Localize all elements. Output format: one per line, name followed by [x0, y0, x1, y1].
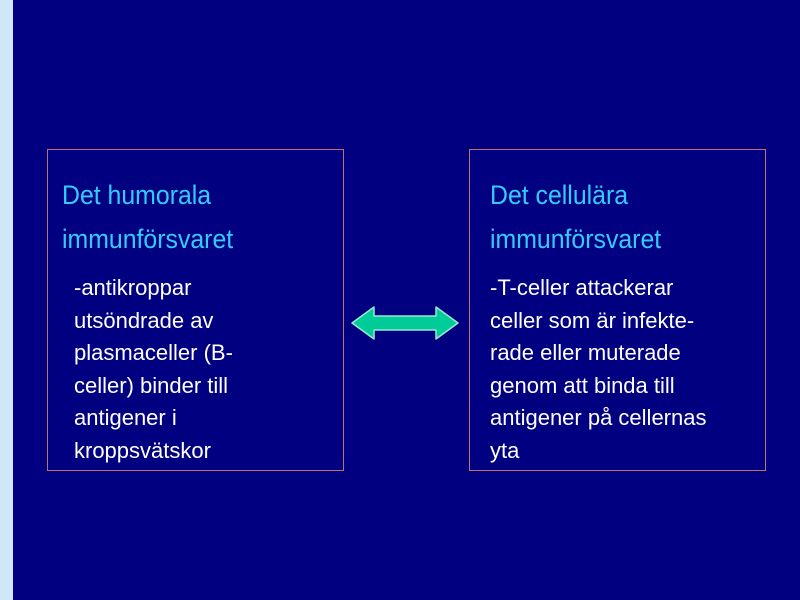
humoral-immunity-box	[47, 149, 344, 471]
humoral-description: -antikroppar utsöndrade av plasmaceller (B- celler) binder till antigener i kroppsvätskor	[74, 275, 233, 463]
double-headed-arrow-icon	[350, 305, 460, 341]
cellular-immunity-box	[469, 149, 766, 471]
slide	[13, 0, 800, 600]
cellular-description: -T-celler attackerar celler som är infekte- rade eller muterade genom att binda till antigener på cellernas yta	[490, 275, 707, 463]
humoral-title: Det humorala immunförsvaret	[62, 180, 234, 254]
cellular-title: Det cellulära immunförsvaret	[490, 180, 662, 254]
